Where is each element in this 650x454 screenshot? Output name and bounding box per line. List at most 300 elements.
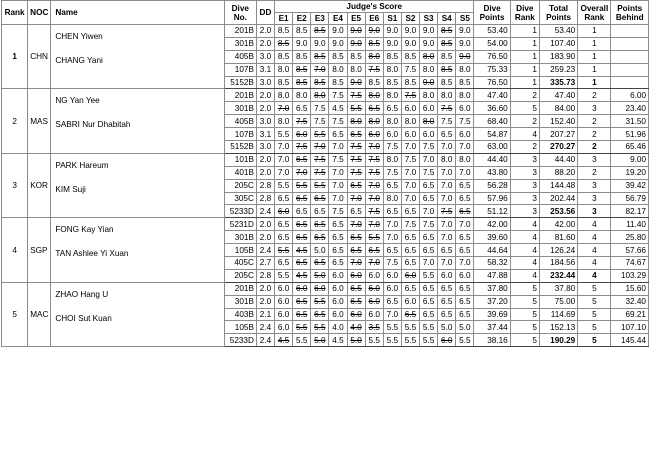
dive-rank: 4 xyxy=(510,257,539,270)
dive-rank: 2 xyxy=(510,89,539,102)
judge-score: 8.0 xyxy=(420,63,438,76)
dive-rank: 1 xyxy=(510,50,539,63)
judge-score: 5.5 xyxy=(401,321,419,334)
total-points: 53.40 xyxy=(539,25,577,38)
dive-number: 5233D xyxy=(224,205,256,218)
overall-rank: 3 xyxy=(578,205,611,218)
judge-score: 8.5 xyxy=(438,50,456,63)
table-body xyxy=(2,25,649,347)
dive-number: 305C xyxy=(224,192,256,205)
dive-rank: 5 xyxy=(510,282,539,295)
judge-score: 6.5 xyxy=(420,244,438,257)
judge-score: 8.5 xyxy=(401,50,419,63)
judge-score: 6.5 xyxy=(401,308,419,321)
judge-score: 7.5 xyxy=(365,205,383,218)
dive-rank: 1 xyxy=(510,25,539,38)
judge-score: 8.0 xyxy=(383,153,401,166)
judge-score: 6.5 xyxy=(311,257,329,270)
dive-rank: 4 xyxy=(510,244,539,257)
judge-score: 7.0 xyxy=(365,179,383,192)
judge-score: 8.0 xyxy=(383,192,401,205)
judge-score: 6.5 xyxy=(293,192,311,205)
dive-number: 405C xyxy=(224,257,256,270)
judge-score: 7.5 xyxy=(311,153,329,166)
judge-score: 5.5 xyxy=(383,321,401,334)
overall-rank: 1 xyxy=(578,37,611,50)
judge-score: 9.0 xyxy=(383,37,401,50)
team-athletes xyxy=(51,218,224,282)
judge-score: 6.5 xyxy=(311,192,329,205)
dive-rank: 2 xyxy=(510,115,539,128)
judge-score: 9.0 xyxy=(365,25,383,38)
judge-score: 6.5 xyxy=(365,244,383,257)
judge-score: 8.0 xyxy=(365,50,383,63)
dive-number: 403B xyxy=(224,308,256,321)
judge-score: 6.0 xyxy=(275,205,293,218)
judge-score: 6.5 xyxy=(329,218,347,231)
judge-score: 9.0 xyxy=(456,25,474,38)
judge-score: 6.5 xyxy=(456,179,474,192)
judge-score: 5.0 xyxy=(311,334,329,347)
dive-number: 5152B xyxy=(224,141,256,154)
judge-score: 7.0 xyxy=(311,141,329,154)
degree-of-difficulty: 2.4 xyxy=(256,321,274,334)
dive-points: 43.80 xyxy=(474,166,510,179)
dive-rank: 4 xyxy=(510,128,539,141)
judge-score: 7.0 xyxy=(275,102,293,115)
judge-score: 6.5 xyxy=(347,128,365,141)
judge-score: 9.0 xyxy=(401,25,419,38)
overall-rank: 4 xyxy=(578,218,611,231)
dive-points: 56.28 xyxy=(474,179,510,192)
judge-score: 7.5 xyxy=(293,141,311,154)
points-behind: 107.10 xyxy=(611,321,649,334)
overall-rank: 5 xyxy=(578,282,611,295)
judge-score: 7.5 xyxy=(401,63,419,76)
judge-score: 8.0 xyxy=(275,63,293,76)
dive-number: 5152B xyxy=(224,76,256,89)
judge-score: 6.0 xyxy=(275,282,293,295)
judge-score: 7.0 xyxy=(275,153,293,166)
dive-rank: 5 xyxy=(510,321,539,334)
athlete-name: CHOI Sut Kuan xyxy=(55,313,112,323)
header-rank: Rank xyxy=(2,1,28,25)
total-points: 84.00 xyxy=(539,102,577,115)
judge-score: 6.5 xyxy=(275,257,293,270)
dive-number: 205C xyxy=(224,269,256,282)
dive-number: 201B xyxy=(224,282,256,295)
dive-number: 205C xyxy=(224,179,256,192)
judge-score: 9.0 xyxy=(329,25,347,38)
dive-points: 75.33 xyxy=(474,63,510,76)
judge-score: 6.5 xyxy=(401,205,419,218)
total-points: 184.56 xyxy=(539,257,577,270)
dive-rank: 5 xyxy=(510,102,539,115)
judge-score: 5.5 xyxy=(365,231,383,244)
dive-number: 301B xyxy=(224,295,256,308)
judge-score: 8.0 xyxy=(420,50,438,63)
dive-number: 105B xyxy=(224,244,256,257)
judge-score: 6.5 xyxy=(347,205,365,218)
judge-score: 7.0 xyxy=(420,257,438,270)
judge-score: 8.5 xyxy=(293,50,311,63)
judge-score: 7.0 xyxy=(420,153,438,166)
judge-score: 7.0 xyxy=(311,63,329,76)
dive-points: 39.69 xyxy=(474,308,510,321)
dive-rank: 2 xyxy=(510,141,539,154)
judge-score: 8.5 xyxy=(293,25,311,38)
total-points: 47.40 xyxy=(539,89,577,102)
total-points: 202.44 xyxy=(539,192,577,205)
overall-rank: 2 xyxy=(578,166,611,179)
judge-score: 8.0 xyxy=(347,63,365,76)
total-points: 207.27 xyxy=(539,128,577,141)
athlete-name: CHEN Yiwen xyxy=(55,32,103,41)
total-points: 152.13 xyxy=(539,321,577,334)
dive-number: 101B xyxy=(224,153,256,166)
judge-score: 5.5 xyxy=(293,321,311,334)
judge-score: 7.5 xyxy=(347,153,365,166)
judge-score: 5.5 xyxy=(311,295,329,308)
judge-score: 6.5 xyxy=(383,102,401,115)
dive-rank: 1 xyxy=(510,37,539,50)
overall-rank: 2 xyxy=(578,128,611,141)
degree-of-difficulty: 2.7 xyxy=(256,257,274,270)
judge-score: 7.0 xyxy=(401,141,419,154)
dive-rank: 5 xyxy=(510,308,539,321)
judge-score: 8.5 xyxy=(438,76,456,89)
judge-score: 8.0 xyxy=(311,89,329,102)
degree-of-difficulty: 2.0 xyxy=(256,102,274,115)
judge-score: 6.5 xyxy=(456,205,474,218)
judge-score: 7.5 xyxy=(329,153,347,166)
header-judge-s5: S5 xyxy=(456,13,474,25)
judge-score: 4.0 xyxy=(347,321,365,334)
judge-score: 6.0 xyxy=(329,308,347,321)
judge-score: 6.5 xyxy=(347,231,365,244)
judge-score: 7.5 xyxy=(311,166,329,179)
judge-score: 7.5 xyxy=(365,166,383,179)
dive-number: 201B xyxy=(224,25,256,38)
judge-score: 6.0 xyxy=(383,269,401,282)
degree-of-difficulty: 3.0 xyxy=(256,50,274,63)
judge-score: 6.0 xyxy=(401,102,419,115)
judge-score: 7.0 xyxy=(438,141,456,154)
judge-score: 6.5 xyxy=(383,295,401,308)
header-judge-e6: E6 xyxy=(365,13,383,25)
dive-points: 37.80 xyxy=(474,282,510,295)
judge-score: 8.0 xyxy=(347,115,365,128)
judge-score: 7.0 xyxy=(438,192,456,205)
judge-score: 8.0 xyxy=(456,63,474,76)
points-behind: 25.80 xyxy=(611,231,649,244)
judge-score: 6.5 xyxy=(311,205,329,218)
dive-points: 37.20 xyxy=(474,295,510,308)
team-rank: 1 xyxy=(2,25,28,89)
judge-score: 8.0 xyxy=(456,153,474,166)
judge-score: 7.0 xyxy=(329,166,347,179)
dive-points: 76.50 xyxy=(474,50,510,63)
judge-score: 8.0 xyxy=(365,89,383,102)
dive-points: 42.00 xyxy=(474,218,510,231)
judge-score: 5.5 xyxy=(401,334,419,347)
team-rank: 5 xyxy=(2,282,28,346)
judge-score: 6.0 xyxy=(456,102,474,115)
judge-score: 5.5 xyxy=(365,334,383,347)
overall-rank: 2 xyxy=(578,89,611,102)
judge-score: 8.5 xyxy=(456,76,474,89)
overall-rank: 5 xyxy=(578,321,611,334)
judge-score: 8.5 xyxy=(275,50,293,63)
judge-score: 6.0 xyxy=(293,282,311,295)
judge-score: 6.5 xyxy=(347,282,365,295)
athlete-name: SABRI Nur Dhabitah xyxy=(55,120,131,130)
judge-score: 9.0 xyxy=(293,37,311,50)
judge-score: 6.5 xyxy=(383,179,401,192)
header-judge-s4: S4 xyxy=(438,13,456,25)
judge-score: 6.0 xyxy=(365,128,383,141)
judge-score: 7.0 xyxy=(365,257,383,270)
judge-score: 5.0 xyxy=(311,269,329,282)
judge-score: 9.0 xyxy=(383,25,401,38)
points-behind xyxy=(611,50,649,63)
judge-score: 6.0 xyxy=(365,308,383,321)
athlete-name: ZHAO Hang U xyxy=(55,289,109,299)
overall-rank: 2 xyxy=(578,141,611,154)
dive-number: 107B xyxy=(224,128,256,141)
total-points: 75.00 xyxy=(539,295,577,308)
judge-score: 7.0 xyxy=(293,166,311,179)
header-judge-e3: E3 xyxy=(311,13,329,25)
judge-score: 8.0 xyxy=(438,153,456,166)
judge-score: 6.5 xyxy=(420,295,438,308)
judge-score: 7.5 xyxy=(438,115,456,128)
overall-rank: 5 xyxy=(578,308,611,321)
header-total-points: Total Points xyxy=(539,1,577,25)
dive-points: 38.16 xyxy=(474,334,510,347)
points-behind: 145.44 xyxy=(611,334,649,347)
total-points: 259.23 xyxy=(539,63,577,76)
judge-score: 7.5 xyxy=(401,89,419,102)
judge-score: 5.5 xyxy=(293,179,311,192)
judge-score: 6.5 xyxy=(420,282,438,295)
degree-of-difficulty: 3.1 xyxy=(256,63,274,76)
judge-score: 7.5 xyxy=(347,166,365,179)
degree-of-difficulty: 2.0 xyxy=(256,231,274,244)
dive-number: 107B xyxy=(224,63,256,76)
judge-score: 7.5 xyxy=(383,141,401,154)
degree-of-difficulty: 2.0 xyxy=(256,282,274,295)
judge-score: 7.5 xyxy=(420,218,438,231)
judge-score: 8.5 xyxy=(275,37,293,50)
judge-score: 6.5 xyxy=(456,192,474,205)
points-behind xyxy=(611,25,649,38)
judge-score: 4.5 xyxy=(329,334,347,347)
judge-score: 6.0 xyxy=(401,295,419,308)
judge-score: 7.0 xyxy=(438,257,456,270)
dive-points: 36.60 xyxy=(474,102,510,115)
judge-score: 9.0 xyxy=(456,50,474,63)
judge-score: 4.0 xyxy=(329,321,347,334)
judge-score: 7.0 xyxy=(420,205,438,218)
athlete-name: PARK Hareum xyxy=(55,160,109,170)
judge-score: 7.5 xyxy=(329,205,347,218)
judge-score: 9.0 xyxy=(420,25,438,38)
total-points: 152.40 xyxy=(539,115,577,128)
dive-number: 401B xyxy=(224,166,256,179)
judge-score: 5.5 xyxy=(420,321,438,334)
degree-of-difficulty: 3.1 xyxy=(256,128,274,141)
judge-score: 6.0 xyxy=(275,308,293,321)
judge-score: 8.5 xyxy=(438,37,456,50)
judge-score: 6.0 xyxy=(383,282,401,295)
judge-score: 4.5 xyxy=(329,102,347,115)
dive-rank: 4 xyxy=(510,231,539,244)
judge-score: 5.5 xyxy=(311,321,329,334)
judge-score: 7.5 xyxy=(347,89,365,102)
judge-score: 6.0 xyxy=(438,269,456,282)
dive-number: 301B xyxy=(224,231,256,244)
judge-score: 8.5 xyxy=(347,50,365,63)
team-rank: 2 xyxy=(2,89,28,153)
judge-score: 8.0 xyxy=(401,115,419,128)
judge-score: 8.5 xyxy=(311,25,329,38)
judge-score: 8.5 xyxy=(275,76,293,89)
judge-score: 6.0 xyxy=(438,334,456,347)
degree-of-difficulty: 2.4 xyxy=(256,244,274,257)
judge-score: 6.5 xyxy=(401,244,419,257)
judge-score: 6.5 xyxy=(438,128,456,141)
judge-score: 6.0 xyxy=(456,128,474,141)
judge-score: 6.5 xyxy=(456,308,474,321)
athlete-name: KIM Suji xyxy=(55,184,86,194)
judge-score: 7.5 xyxy=(329,89,347,102)
judge-score: 6.5 xyxy=(456,244,474,257)
points-behind: 19.20 xyxy=(611,166,649,179)
athlete-name: NG Yan Yee xyxy=(55,96,100,106)
judge-score: 8.5 xyxy=(275,25,293,38)
judge-score: 5.0 xyxy=(438,321,456,334)
dive-rank: 3 xyxy=(510,205,539,218)
judge-score: 6.0 xyxy=(275,295,293,308)
judge-score: 7.0 xyxy=(456,141,474,154)
judge-score: 6.0 xyxy=(365,269,383,282)
judge-score: 6.5 xyxy=(383,244,401,257)
judge-score: 8.0 xyxy=(275,89,293,102)
team-noc: SGP xyxy=(28,218,51,282)
judge-score: 8.5 xyxy=(365,76,383,89)
team-athletes xyxy=(51,89,224,153)
header-judge-e1: E1 xyxy=(275,13,293,25)
dive-points: 39.60 xyxy=(474,231,510,244)
judge-score: 5.0 xyxy=(311,244,329,257)
points-behind xyxy=(611,63,649,76)
dive-points: 53.40 xyxy=(474,25,510,38)
judge-score: 6.5 xyxy=(456,231,474,244)
dive-rank: 4 xyxy=(510,269,539,282)
judge-score: 6.5 xyxy=(347,295,365,308)
judge-score: 8.5 xyxy=(365,37,383,50)
total-points: 126.24 xyxy=(539,244,577,257)
points-behind: 74.67 xyxy=(611,257,649,270)
judge-score: 5.5 xyxy=(420,334,438,347)
points-behind: 103.29 xyxy=(611,269,649,282)
header-noc: NOC xyxy=(28,1,51,25)
judge-score: 8.0 xyxy=(329,63,347,76)
team-noc: CHN xyxy=(28,25,51,89)
judge-score: 7.5 xyxy=(365,153,383,166)
judge-score: 7.0 xyxy=(347,192,365,205)
dive-rank: 3 xyxy=(510,166,539,179)
judge-score: 6.0 xyxy=(365,282,383,295)
judge-score: 6.5 xyxy=(420,192,438,205)
dive-rank: 3 xyxy=(510,153,539,166)
judge-score: 7.5 xyxy=(420,166,438,179)
dive-number: 5231D xyxy=(224,218,256,231)
judge-score: 7.5 xyxy=(383,257,401,270)
judge-score: 7.0 xyxy=(438,179,456,192)
judge-score: 5.5 xyxy=(383,334,401,347)
overall-rank: 4 xyxy=(578,269,611,282)
judge-score: 8.0 xyxy=(293,89,311,102)
judge-score: 3.5 xyxy=(365,321,383,334)
judge-score: 6.0 xyxy=(347,269,365,282)
points-behind: 6.00 xyxy=(611,89,649,102)
judge-score: 6.0 xyxy=(383,128,401,141)
total-points: 270.27 xyxy=(539,141,577,154)
points-behind: 69.21 xyxy=(611,308,649,321)
judge-score: 9.0 xyxy=(311,37,329,50)
dive-points: 47.88 xyxy=(474,269,510,282)
total-points: 144.48 xyxy=(539,179,577,192)
team-noc: MAC xyxy=(28,282,51,346)
header-judge-s1: S1 xyxy=(383,13,401,25)
degree-of-difficulty: 2.0 xyxy=(256,25,274,38)
judge-score: 7.0 xyxy=(347,257,365,270)
judge-score: 6.0 xyxy=(311,282,329,295)
dive-rank: 3 xyxy=(510,192,539,205)
judge-score: 9.0 xyxy=(347,76,365,89)
judge-score: 8.5 xyxy=(438,25,456,38)
header-points-behind: Points Behind xyxy=(611,1,649,25)
judge-score: 6.5 xyxy=(275,231,293,244)
judge-score: 8.5 xyxy=(293,76,311,89)
judge-score: 7.0 xyxy=(365,218,383,231)
total-points: 114.69 xyxy=(539,308,577,321)
points-behind: 32.40 xyxy=(611,295,649,308)
total-points: 42.00 xyxy=(539,218,577,231)
judge-score: 8.5 xyxy=(293,63,311,76)
judge-score: 6.5 xyxy=(293,257,311,270)
judge-score: 7.0 xyxy=(401,179,419,192)
points-behind: 31.50 xyxy=(611,115,649,128)
overall-rank: 5 xyxy=(578,334,611,347)
dive-points: 44.64 xyxy=(474,244,510,257)
overall-rank: 5 xyxy=(578,295,611,308)
judge-score: 7.0 xyxy=(383,218,401,231)
judge-score: 6.5 xyxy=(347,179,365,192)
judge-score: 8.5 xyxy=(383,50,401,63)
judge-score: 7.0 xyxy=(383,231,401,244)
judge-score: 9.0 xyxy=(420,76,438,89)
judge-score: 7.5 xyxy=(420,141,438,154)
header-judge-e2: E2 xyxy=(293,13,311,25)
dive-number: 5233D xyxy=(224,334,256,347)
judge-score: 5.5 xyxy=(456,334,474,347)
judge-score: 6.0 xyxy=(365,295,383,308)
points-behind: 65.46 xyxy=(611,141,649,154)
judge-score: 6.0 xyxy=(275,321,293,334)
